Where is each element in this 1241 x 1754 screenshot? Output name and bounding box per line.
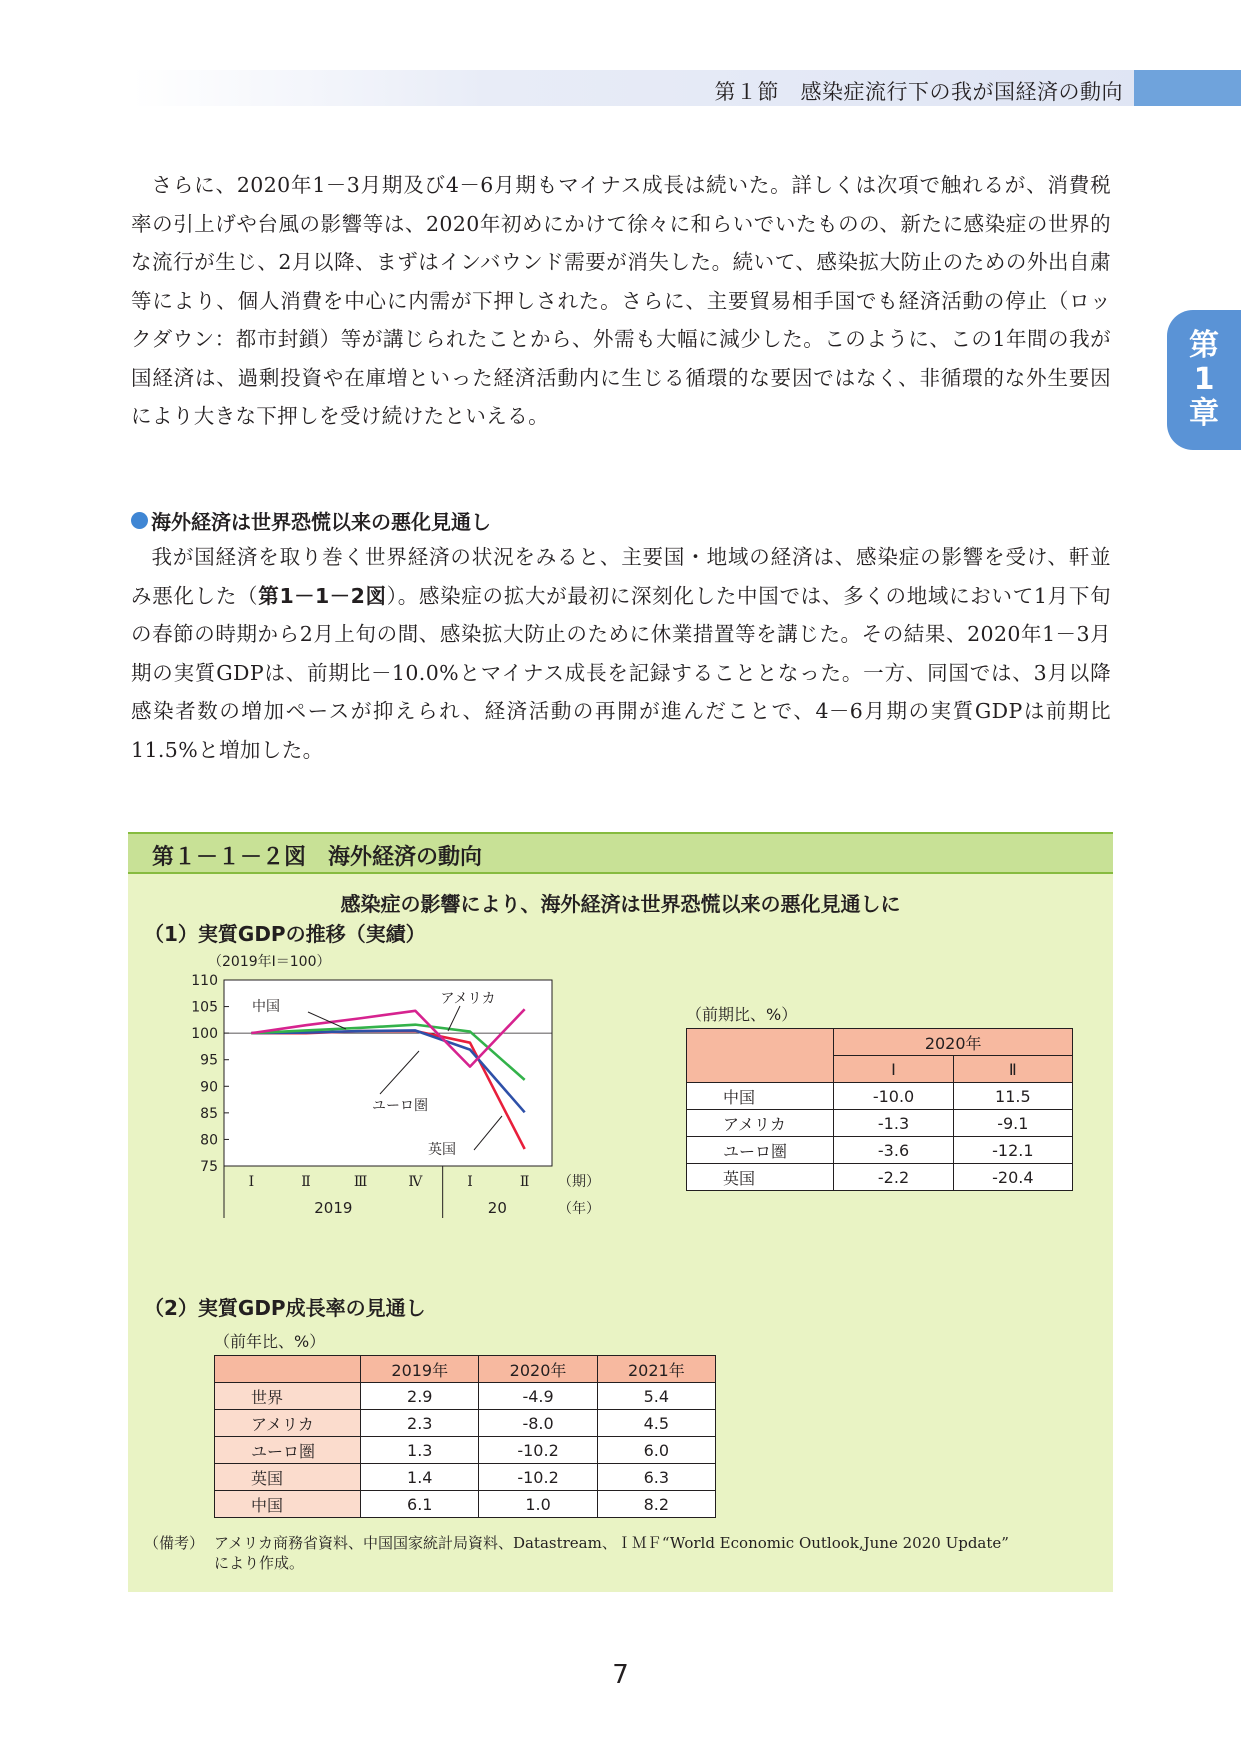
- table2-cell: 1.0: [479, 1491, 597, 1518]
- table2-cell: 5.4: [597, 1383, 715, 1410]
- table2-row-label: 世界: [215, 1383, 361, 1410]
- table2-unit: （前年比、%）: [214, 1332, 326, 1351]
- year-axis-unit-label: （年）: [558, 1201, 600, 1217]
- x-axis-unit-label: （期）: [558, 1174, 600, 1190]
- table1-q1-header: Ⅰ: [834, 1056, 953, 1083]
- table2-cell: 6.3: [597, 1464, 715, 1491]
- y-tick-label: 90: [200, 1079, 218, 1096]
- x-tick-label: Ⅰ: [467, 1174, 473, 1190]
- x-tick-label: Ⅱ: [519, 1174, 530, 1190]
- table1-corner: [687, 1029, 834, 1083]
- x-tick-label: Ⅱ: [301, 1174, 311, 1190]
- series-label: 英国: [428, 1142, 456, 1158]
- paragraph-2-pre: 我が国経済を取り巻く世界経済の状況をみると、主要国・地域の経済は、感染症の影響を受け、軒並み悪化した（: [131, 545, 1111, 608]
- table2-header: 2021年: [597, 1356, 715, 1383]
- table-row: [687, 1110, 1073, 1137]
- y-tick-label: 75: [200, 1159, 218, 1175]
- table-row: [215, 1491, 716, 1518]
- series-label: アメリカ: [440, 991, 496, 1007]
- table2-cell: -10.2: [479, 1437, 597, 1464]
- paragraph-2-text: [131, 538, 1111, 769]
- paragraph-1: [131, 166, 1111, 436]
- table-row: [215, 1464, 716, 1491]
- paragraph-1-text: さらに、2020年1－3月期及び4－6月期もマイナス成長は続いた。詳しくは次項で触れるが、消費税率の引上げや台風の影響等は、2020年初めにかけて徐々に和らいでいたものの、新たに感染症の世界的な流行が生じ、2月以降、まずはインバウンド需要が消失した。続いて、感染拡大防止のための外出自粛等により、個人消費を中心に内需が下押しされた。さらに、主要貿易相手国でも経済活動の停止（ロックダウン：都市封鎖）等が講じられたことから、外需も大幅に減少した。このように、この1年間の我が国経済は、過剰投資や在庫増といった経済活動内に生じる循環的な要因ではなく、非循環的な外生要因により大きな下押しを受け続けたといえる。: [131, 173, 1111, 428]
- table1-cell: -9.1: [953, 1110, 1072, 1137]
- bullet-dot-icon: [131, 512, 148, 529]
- annual-forecast-table: [214, 1355, 716, 1518]
- table1-cell: -12.1: [953, 1137, 1072, 1164]
- paragraph-2: [131, 538, 1111, 769]
- table1-row-label: 中国: [687, 1083, 834, 1110]
- table-row: [687, 1083, 1073, 1110]
- y-tick-label: 100: [191, 1026, 218, 1043]
- year-label: 2019: [314, 1199, 353, 1217]
- y-tick-label: 85: [200, 1105, 218, 1122]
- section-heading: [131, 506, 491, 535]
- x-tick-label: Ⅰ: [248, 1174, 255, 1190]
- y-tick-label: 80: [200, 1132, 218, 1149]
- table2-cell: -8.0: [479, 1410, 597, 1437]
- gdp-line-chart: [168, 950, 668, 1220]
- table-row: [215, 1383, 716, 1410]
- chapter-tab-char-2: 1: [1193, 362, 1215, 397]
- chapter-tab-char-1: 第: [1189, 328, 1219, 363]
- section-title: 第１節 感染症流行下の我が国経済の動向: [714, 80, 1123, 104]
- table2-cell: -10.2: [479, 1464, 597, 1491]
- y-tick-label: 95: [200, 1052, 218, 1069]
- table2-header: 2019年: [361, 1356, 479, 1383]
- table1-cell: -10.0: [834, 1083, 953, 1110]
- table1-cell: -20.4: [953, 1164, 1072, 1191]
- table-row: [687, 1137, 1073, 1164]
- table2-cell: 1.4: [361, 1464, 479, 1491]
- table1-row-label: ユーロ圏: [687, 1137, 834, 1164]
- table2-cell: 6.0: [597, 1437, 715, 1464]
- note-label: （備考）: [144, 1534, 205, 1552]
- table2-row-label: アメリカ: [215, 1410, 361, 1437]
- table2-cell: -4.9: [479, 1383, 597, 1410]
- table2-cell: 1.3: [361, 1437, 479, 1464]
- table2-cell: 8.2: [597, 1491, 715, 1518]
- part1-title: （1）実質GDPの推移（実績）: [144, 922, 426, 946]
- table2-corner: [215, 1356, 361, 1383]
- series-label: ユーロ圏: [372, 1098, 428, 1114]
- table1-cell: -3.6: [834, 1137, 953, 1164]
- quarterly-growth-table: [686, 1028, 1073, 1191]
- table1-cell: 11.5: [953, 1083, 1072, 1110]
- table1-cell: -2.2: [834, 1164, 953, 1191]
- table1-cell: -1.3: [834, 1110, 953, 1137]
- y-tick-label: 105: [191, 999, 218, 1016]
- chapter-tab: [1167, 310, 1241, 450]
- header-accent-block: [1134, 70, 1241, 106]
- table2-row-label: ユーロ圏: [215, 1437, 361, 1464]
- series-label: 中国: [252, 999, 280, 1015]
- note-line-1: アメリカ商務省資料、中国国家統計局資料、Datastream、ＩＭＦ“World Economic Outlook,June 2020 Update”: [214, 1534, 1009, 1552]
- year-label: 20: [487, 1199, 507, 1217]
- table2-cell: 2.9: [361, 1383, 479, 1410]
- table-row: [215, 1410, 716, 1437]
- x-tick-label: Ⅲ: [353, 1174, 368, 1190]
- figure-subtitle: 感染症の影響により、海外経済は世界恐慌以来の悪化見通しに: [340, 892, 901, 916]
- table-row: [687, 1164, 1073, 1191]
- figure-reference: 第1－1－2図: [258, 583, 387, 608]
- table2-row-label: 英国: [215, 1464, 361, 1491]
- table2-cell: 6.1: [361, 1491, 479, 1518]
- figure-title: 第１－１－２図 海外経済の動向: [152, 845, 483, 870]
- note-line-2: により作成。: [214, 1554, 305, 1572]
- figure-panel: [128, 832, 1113, 1592]
- table1-year-header: 2020年: [834, 1029, 1073, 1056]
- section-heading-text: 海外経済は世界恐慌以来の悪化見通し: [151, 510, 491, 534]
- table1-unit: （前期比、%）: [686, 1005, 798, 1024]
- paragraph-2-post: ）。感染症の拡大が最初に深刻化した中国では、多くの地域において1月下旬の春節の時期から2月上旬の間、感染拡大防止のために休業措置等を講じた。その結果、2020年1－3月期の実質GDPは、前期比－10.0%とマイナス成長を記録することとなった。一方、同国では、3月以降感染者数の増加ペースが抑えられ、経済活動の再開が進んだことで、4－6月期の実質GDPは前期比11.5%と増加した。: [131, 583, 1111, 762]
- table2-row-label: 中国: [215, 1491, 361, 1518]
- part2-title: （2）実質GDP成長率の見通し: [144, 1296, 426, 1320]
- table2-cell: 2.3: [361, 1410, 479, 1437]
- y-axis-unit-label: （2019年Ⅰ＝100）: [208, 954, 331, 970]
- table1-q2-header: Ⅱ: [953, 1056, 1072, 1083]
- table2-cell: 4.5: [597, 1410, 715, 1437]
- table2-header: 2020年: [479, 1356, 597, 1383]
- page-number: 7: [612, 1660, 629, 1690]
- x-tick-label: Ⅳ: [408, 1174, 423, 1190]
- chapter-tab-char-3: 章: [1189, 396, 1219, 431]
- figure-title-bar: [128, 832, 1113, 874]
- table1-row-label: アメリカ: [687, 1110, 834, 1137]
- table1-row-label: 英国: [687, 1164, 834, 1191]
- table-row: [215, 1437, 716, 1464]
- y-tick-label: 110: [191, 973, 218, 989]
